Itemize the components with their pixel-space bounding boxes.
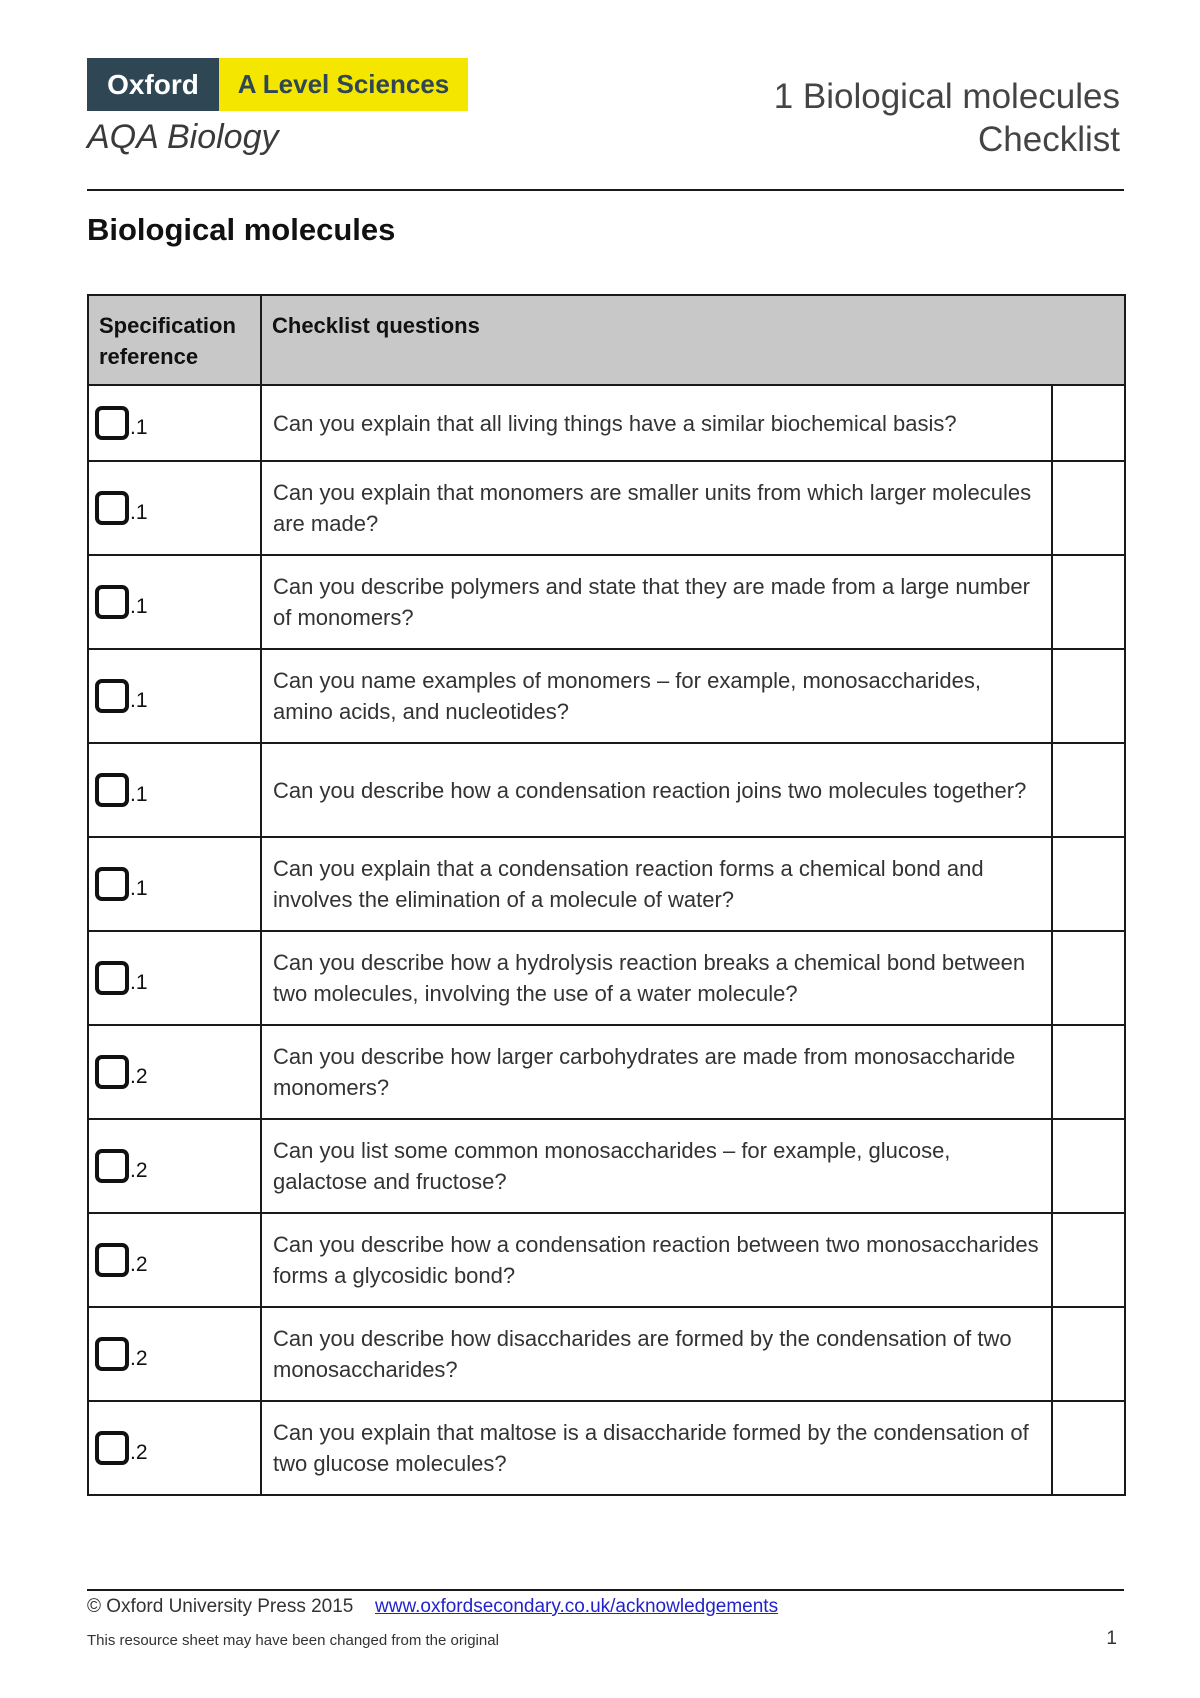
checklist-question: Can you describe how a hydrolysis reaction breaks a chemical bond between two molecules, involving the use of a water molecule?: [261, 931, 1052, 1025]
spec-reference-number: .2: [130, 1440, 148, 1464]
spec-reference-number: .1: [130, 415, 148, 439]
checklist-table: [87, 294, 1126, 1496]
checkbox-icon[interactable]: [95, 1337, 129, 1371]
column-header-questions: Checklist questions: [261, 295, 1125, 385]
checkbox-icon[interactable]: [95, 585, 129, 619]
spec-reference: [95, 679, 260, 713]
spec-reference-number: .1: [130, 970, 148, 994]
table-row: [88, 1401, 1125, 1495]
logo-oxford-text: Oxford: [87, 58, 219, 111]
checkbox-icon[interactable]: [95, 867, 129, 901]
column-header-reference: Specification reference: [88, 295, 261, 385]
spec-reference-cell: [88, 1307, 261, 1401]
spec-reference-number: .1: [130, 688, 148, 712]
tick-cell[interactable]: [1052, 649, 1125, 743]
checkbox-icon[interactable]: [95, 406, 129, 440]
checklist-question: Can you explain that all living things have a similar biochemical basis?: [261, 385, 1052, 461]
checklist-question: Can you describe polymers and state that they are made from a large number of monomers?: [261, 555, 1052, 649]
spec-reference-number: .2: [130, 1158, 148, 1182]
table-row: [88, 837, 1125, 931]
spec-reference-cell: [88, 649, 261, 743]
spec-reference: [95, 773, 260, 807]
spec-reference: [95, 406, 260, 440]
spec-reference-cell: [88, 461, 261, 555]
checkbox-icon[interactable]: [95, 1055, 129, 1089]
spec-reference-number: .1: [130, 782, 148, 806]
spec-reference-number: .1: [130, 500, 148, 524]
checkbox-icon[interactable]: [95, 1149, 129, 1183]
table-row: [88, 649, 1125, 743]
logo-sciences-text: A Level Sciences: [219, 58, 468, 111]
checklist-question: Can you explain that a condensation reaction forms a chemical bond and involves the elimination of a molecule of water?: [261, 837, 1052, 931]
tick-cell[interactable]: [1052, 1213, 1125, 1307]
table-row: [88, 1213, 1125, 1307]
spec-reference: [95, 1243, 260, 1277]
checkbox-icon[interactable]: [95, 679, 129, 713]
checkbox-icon[interactable]: [95, 1243, 129, 1277]
checklist-question: Can you list some common monosaccharides – for example, glucose, galactose and fructose?: [261, 1119, 1052, 1213]
spec-reference-number: .2: [130, 1346, 148, 1370]
checklist-question: Can you explain that monomers are smaller units from which larger molecules are made?: [261, 461, 1052, 555]
checklist-question: Can you describe how disaccharides are formed by the condensation of two monosaccharides?: [261, 1307, 1052, 1401]
table-row: [88, 931, 1125, 1025]
document-title-line2: Checklist: [978, 120, 1120, 159]
spec-reference-number: .2: [130, 1252, 148, 1276]
spec-reference-cell: [88, 1119, 261, 1213]
spec-reference-number: .2: [130, 1064, 148, 1088]
spec-reference-cell: [88, 555, 261, 649]
spec-reference-number: .1: [130, 876, 148, 900]
spec-reference: [95, 867, 260, 901]
acknowledgements-link[interactable]: www.oxfordsecondary.co.uk/acknowledgements: [375, 1596, 779, 1617]
tick-cell[interactable]: [1052, 837, 1125, 931]
checklist-question: Can you name examples of monomers – for example, monosaccharides, amino acids, and nucleotides?: [261, 649, 1052, 743]
tick-cell[interactable]: [1052, 931, 1125, 1025]
checklist-question: Can you explain that maltose is a disaccharide formed by the condensation of two glucose molecules?: [261, 1401, 1052, 1495]
page-number: 1: [1106, 1628, 1117, 1649]
checkbox-icon[interactable]: [95, 961, 129, 995]
table-row: [88, 385, 1125, 461]
tick-cell[interactable]: [1052, 555, 1125, 649]
tick-cell[interactable]: [1052, 385, 1125, 461]
section-title: Biological molecules: [87, 212, 396, 247]
header-divider: [87, 189, 1124, 191]
checkbox-icon[interactable]: [95, 773, 129, 807]
checkbox-icon[interactable]: [95, 1431, 129, 1465]
spec-reference-cell: [88, 743, 261, 837]
checklist-question: Can you describe how a condensation reaction joins two molecules together?: [261, 743, 1052, 837]
checkbox-icon[interactable]: [95, 491, 129, 525]
tick-cell[interactable]: [1052, 1401, 1125, 1495]
spec-reference: [95, 1337, 260, 1371]
spec-reference-cell: [88, 1213, 261, 1307]
table-header-row: [88, 295, 1125, 385]
subject-title: AQA Biology: [87, 118, 279, 156]
table-row: [88, 1307, 1125, 1401]
checklist-question: Can you describe how larger carbohydrates are made from monosaccharide monomers?: [261, 1025, 1052, 1119]
spec-reference: [95, 961, 260, 995]
tick-cell[interactable]: [1052, 1119, 1125, 1213]
table-row: [88, 555, 1125, 649]
spec-reference-cell: [88, 837, 261, 931]
spec-reference-cell: [88, 931, 261, 1025]
document-title-line1: 1 Biological molecules: [773, 77, 1120, 116]
spec-reference: [95, 491, 260, 525]
copyright-text: © Oxford University Press 2015: [87, 1596, 354, 1617]
tick-cell[interactable]: [1052, 461, 1125, 555]
document-title: [774, 75, 1120, 161]
table-row: [88, 1119, 1125, 1213]
spec-reference: [95, 1431, 260, 1465]
tick-cell[interactable]: [1052, 743, 1125, 837]
table-row: [88, 461, 1125, 555]
table-row: [88, 743, 1125, 837]
spec-reference: [95, 1149, 260, 1183]
spec-reference-cell: [88, 1025, 261, 1119]
resource-note: This resource sheet may have been changed from the original: [87, 1632, 499, 1649]
spec-reference: [95, 585, 260, 619]
spec-reference: [95, 1055, 260, 1089]
spec-reference-cell: [88, 385, 261, 461]
oxford-logo: [87, 58, 468, 111]
spec-reference-cell: [88, 1401, 261, 1495]
spec-reference-number: .1: [130, 594, 148, 618]
table-row: [88, 1025, 1125, 1119]
tick-cell[interactable]: [1052, 1025, 1125, 1119]
tick-cell[interactable]: [1052, 1307, 1125, 1401]
footer-divider: [87, 1589, 1124, 1591]
checklist-question: Can you describe how a condensation reaction between two monosaccharides forms a glycosidic bond?: [261, 1213, 1052, 1307]
